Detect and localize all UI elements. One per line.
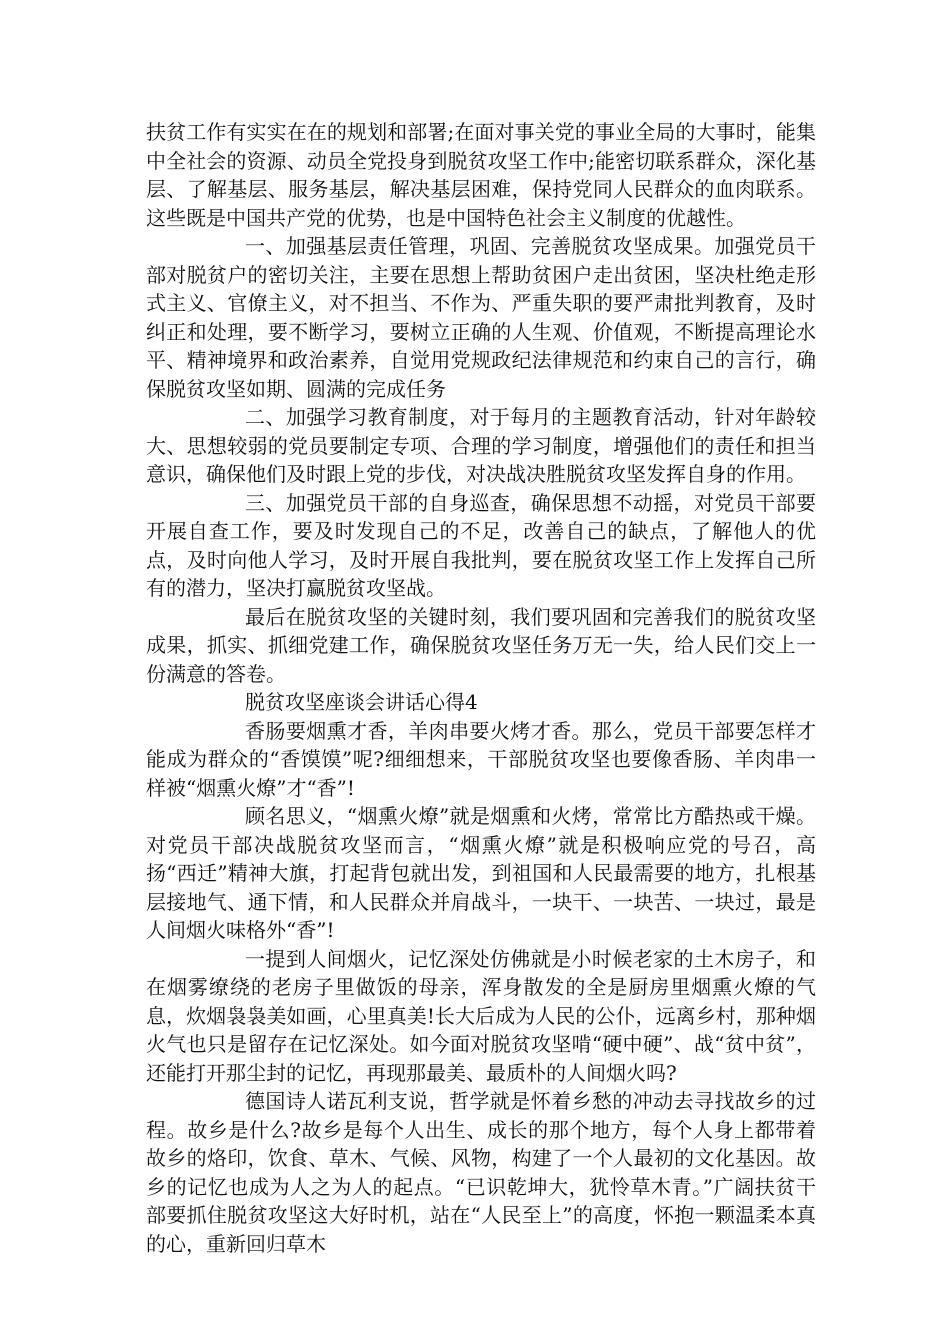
paragraph-point-2: 二、加强学习教育制度，对于每月的主题教育活动，针对年龄较大、思想较弱的党员要制定专项、合理的学习制度，增强他们的责任和担当意识，确保他们及时跟上党的步伐，对决战决胜脱贫攻坚发挥自身的作用。 <box>146 405 816 486</box>
paragraph-smoke-fire: 顾名思义，“烟熏火燎”就是烟熏和火烤，常常比方酷热或干燥。对党员干部决战脱贫攻坚而言，“烟熏火燎”就是积极响应党的号召，高扬“西迁”精神大旗，打起背包就出发，到祖国和人民最需要的地方，扎根基层接地气、通下情，和人民群众并肩战斗，一块干、一块苦、一块过，最是人间烟火味格外“香”! <box>146 804 816 942</box>
paragraph-hometown: 德国诗人诺瓦利支说，哲学就是怀着乡愁的冲动去寻找故乡的过程。故乡是什么?故乡是每个人出生、成长的那个地方，每个人身上都带着故乡的烙印，饮食、草木、气候、风物，构建了一个人最初的文化基因。故乡的记忆也成为人之为人的起点。“已识乾坤大，犹怜草木青。”广阔扶贫干部要抓住脱贫攻坚这大好时机，站在“人民至上”的高度，怀抱一颗温柔本真的心，重新回归草木 <box>146 1089 816 1256</box>
document-body <box>146 118 816 1258</box>
paragraph-point-1: 一、加强基层责任管理，巩固、完善脱贫攻坚成果。加强党员干部对脱贫户的密切关注，主要在思想上帮助贫困户走出贫困，坚决杜绝走形式主义、官僚主义，对不担当、不作为、严重失职的要严肃批判教育，及时纠正和处理，要不断学习，要树立正确的人生观、价值观，不断提高理论水平、精神境界和政治素养，自觉用党规政纪法律规范和约束自己的言行，确保脱贫攻坚如期、圆满的完成任务 <box>146 234 816 401</box>
paragraph-memory: 一提到人间烟火，记忆深处仿佛就是小时候老家的土木房子，和在烟雾缭绕的老房子里做饭的母亲，浑身散发的全是厨房里烟熏火燎的气息，炊烟袅袅美如画，心里真美!长大后成为人民的公仆，远离乡村，那种烟火气也只是留存在记忆深处。如今面对脱贫攻坚啃“硬中硬”、战“贫中贫”，还能打开那尘封的记忆，再现那最美、最质朴的人间烟火吗? <box>146 946 816 1085</box>
paragraph-conclusion: 最后在脱贫攻坚的关键时刻，我们要巩固和完善我们的脱贫攻坚成果，抓实、抓细党建工作，确保脱贫攻坚任务万无一失，给人民们交上一份满意的答卷。 <box>146 604 816 686</box>
paragraph-intro: 扶贫工作有实实在在的规划和部署;在面对事关党的事业全局的大事时，能集中全社会的资源、动员全党投身到脱贫攻坚工作中;能密切联系群众，深化基层、了解基层、服务基层，解决基层困难，保持党同人民群众的血肉联系。这些既是中国共产党的优势，也是中国特色社会主义制度的优越性。 <box>146 120 816 230</box>
paragraph-point-3: 三、加强党员干部的自身巡查，确保思想不动摇，对党员干部要开展自查工作，要及时发现自己的不足，改善自己的缺点，了解他人的优点，及时向他人学习，及时开展自我批判，要在脱贫攻坚工作上发挥自己所有的潜力，坚决打赢脱贫攻坚战。 <box>146 490 816 600</box>
section-title: 脱贫攻坚座谈会讲话心得4 <box>245 690 478 714</box>
paragraph-sausage: 香肠要烟熏才香，羊肉串要火烤才香。那么，党员干部要怎样才能成为群众的“香馍馍”呢?细细想来，干部脱贫攻坚也要像香肠、羊肉串一样被“烟熏火燎”才“香”! <box>146 718 816 800</box>
